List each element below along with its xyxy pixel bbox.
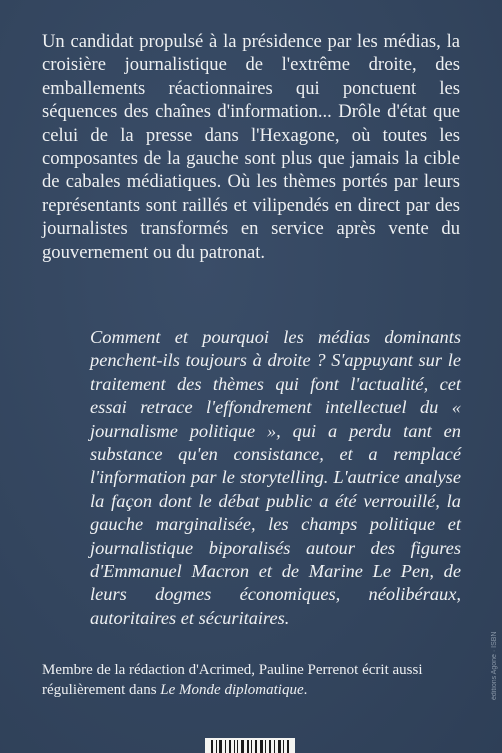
intro-paragraph: Un candidat propulsé à la présidence par les médias, la croisière journalistique de l'extrême droite, des emballements réactionnaires qui ponctuent les séquences des chaînes d'information... Drôle d'état que celui de la presse dans l'Hexagone, où toutes les composantes de la gauche sont plus que jamais la cible de cabales médiatiques. Où les thèmes portés par leurs représentants sont raillés et vilipendés en direct par des journalistes transformés en service après vente du gouvernement ou du patronat. bbox=[42, 31, 460, 263]
author-bio bbox=[42, 660, 482, 700]
author-bio-text: Membre de la rédaction d'Acrimed, Pauline Perrenot écrit aussi régulièrement dans bbox=[42, 662, 423, 698]
blurb-paragraph: Comment et pourquoi les médias dominants penchent-ils toujours à droite ? S'appuyant sur le traitement des thèmes qui font l'actualité, cet essai retrace l'effondrement intellectuel du « journalisme politique », qui a perdu tant en substance qu'en consistance, et a remplacé l'information par le storytelling. L'autrice analyse la façon dont le débat public a été verrouillé, la gauche marginalisée, les champs politique et journalistique biporalisés autour des figures d'Emmanuel Macron et de Marine Le Pen, de leurs dogmes économiques, néolibéraux, autoritaires et sécuritaires. bbox=[90, 327, 461, 628]
spine-small-print: éditions Agone · ISBN bbox=[491, 631, 498, 700]
author-bio-end: . bbox=[303, 682, 308, 698]
barcode bbox=[205, 738, 295, 753]
publication-name: Le Monde diplomatique bbox=[160, 682, 304, 698]
